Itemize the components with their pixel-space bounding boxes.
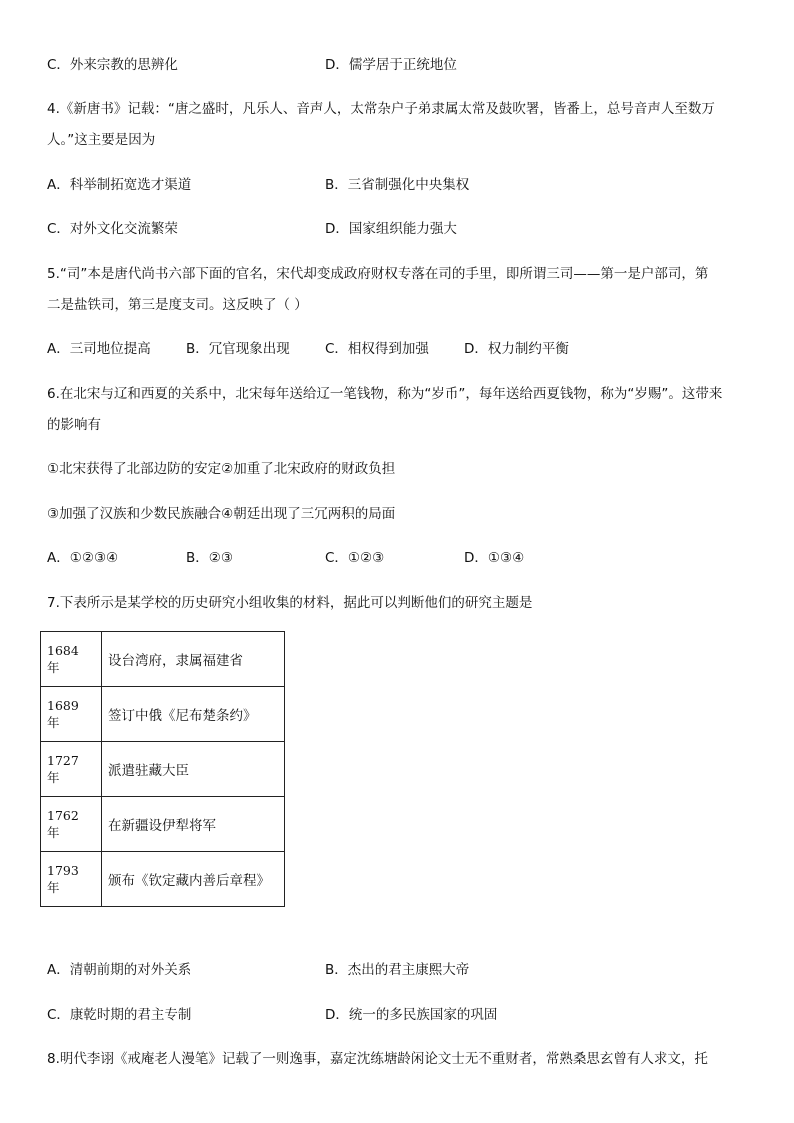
q7-history-table [40,631,285,907]
table-year-cell: 1762 年 [41,797,102,852]
q4-option-c: C．对外文化交流繁荣 [47,221,178,237]
q7-option-c: C．康乾时期的君主专制 [47,1007,192,1023]
table-event-cell: 签订中俄《尼布楚条约》 [102,687,285,742]
q4-option-b: B．三省制强化中央集权 [325,177,470,193]
q7-option-a: A．清朝前期的对外关系 [47,962,192,978]
q5-option-b: B．冗官现象出现 [186,341,290,357]
table-event-cell: 派遣驻藏大臣 [102,742,285,797]
table-event-cell: 颁布《钦定藏内善后章程》 [102,852,285,907]
q5-stem-line2: 二是盐铁司，第三是度支司。这反映了（ ） [47,297,308,313]
q8-stem-line1: 8.明代李诩《戒庵老人漫笔》记载了一则逸事，嘉定沈练塘龄闲论文士无不重财者，常熟桑思玄曾有人求文，托 [47,1051,708,1067]
q6-option-a: A．①②③④ [47,550,119,566]
q6-stem-line2: 的影响有 [47,417,101,433]
table-year-cell: 1689 年 [41,687,102,742]
table-event-cell: 在新疆设伊犁将军 [102,797,285,852]
q5-option-a: A．三司地位提高 [47,341,151,357]
table-year-cell: 1684 年 [41,632,102,687]
q5-option-d: D．权力制约平衡 [464,341,569,357]
q4-option-d: D．国家组织能力强大 [325,221,457,237]
q7-stem: 7.下表所示是某学校的历史研究小组收集的材料，据此可以判断他们的研究主题是 [47,595,533,611]
q6-option-c: C．①②③ [325,550,385,566]
q6-option-b: B．②③ [186,550,233,566]
table-year-cell: 1727 年 [41,742,102,797]
table-row [41,852,285,907]
table-row [41,687,285,742]
q5-option-c: C．相权得到加强 [325,341,429,357]
q4-stem-line2: 人。”这主要是因为 [47,132,156,148]
table-year-cell: 1793 年 [41,852,102,907]
q6-stem-line1: 6.在北宋与辽和西夏的关系中，北宋每年送给辽一笔钱物，称为“岁币”，每年送给西夏钱物，称为“岁赐”。这带来 [47,386,723,402]
q4-option-a: A．科举制拓宽选才渠道 [47,177,192,193]
q6-item-line2: ③加强了汉族和少数民族融合④朝廷出现了三冗两积的局面 [47,506,396,522]
q6-item-line1: ①北宋获得了北部边防的安定②加重了北宋政府的财政负担 [47,461,396,477]
table-row [41,742,285,797]
q7-option-b: B．杰出的君主康熙大帝 [325,962,470,978]
table-event-cell: 设台湾府，隶属福建省 [102,632,285,687]
table-row [41,632,285,687]
table-row [41,797,285,852]
q6-option-d: D．①③④ [464,550,525,566]
q7-option-d: D．统一的多民族国家的巩固 [325,1007,498,1023]
q5-stem-line1: 5.“司”本是唐代尚书六部下面的官名，宋代却变成政府财权专落在司的手里，即所谓三司——第一是户部司，第 [47,266,709,282]
q4-stem-line1: 4.《新唐书》记载：“唐之盛时，凡乐人、音声人，太常杂户子弟隶属太常及鼓吹署，皆番上，总号音声人至数万 [47,101,715,117]
q3-option-d: D．儒学居于正统地位 [325,57,457,73]
q3-option-c: C．外来宗教的思辨化 [47,57,178,73]
